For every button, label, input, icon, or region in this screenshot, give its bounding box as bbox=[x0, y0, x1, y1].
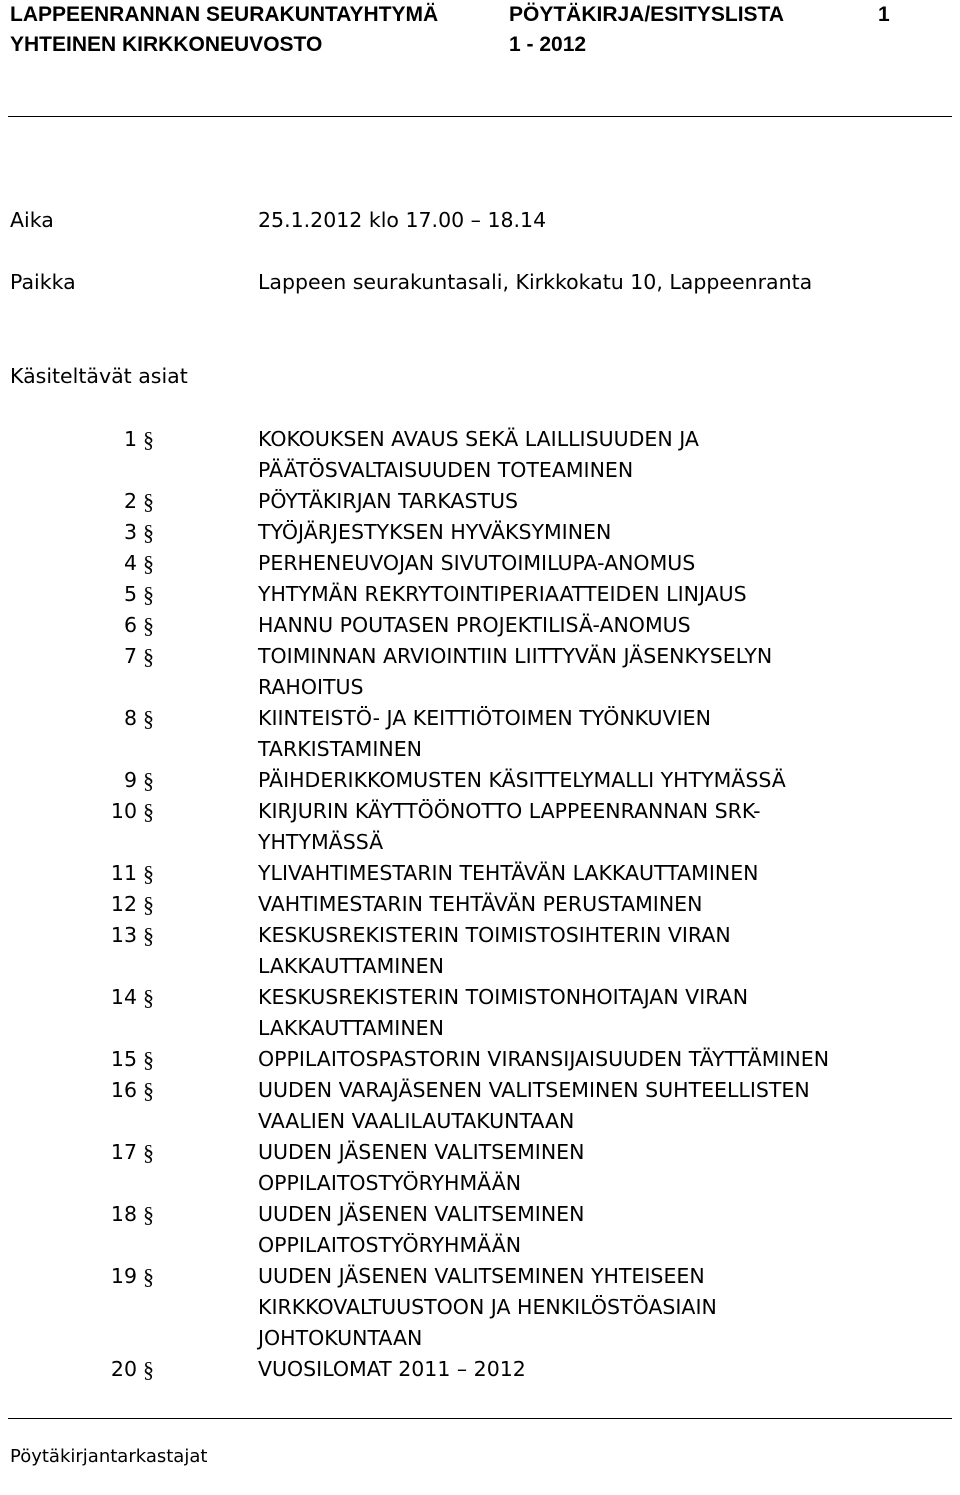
agenda-item bbox=[0, 889, 960, 920]
agenda-item bbox=[0, 641, 960, 703]
agenda-item-title-line: PÄIHDERIKKOMUSTEN KÄSITTELYMALLI YHTYMÄSSÄ bbox=[258, 768, 786, 792]
agenda-item-number: 16 bbox=[110, 1078, 137, 1102]
agenda-item-title-line: LAKKAUTTAMINEN bbox=[258, 954, 444, 978]
agenda-item-title-line: KIRJURIN KÄYTTÖÖNOTTO LAPPEENRANNAN SRK- bbox=[258, 799, 761, 823]
section-symbol: § bbox=[143, 985, 154, 1010]
agenda-item-title bbox=[258, 1261, 958, 1354]
agenda-item-title-line: KOKOUKSEN AVAUS SEKÄ LAILLISUUDEN JA bbox=[258, 427, 699, 451]
section-symbol: § bbox=[143, 551, 154, 576]
agenda-item-number: 8 bbox=[123, 706, 137, 730]
agenda-item bbox=[0, 703, 960, 765]
agenda-item bbox=[0, 486, 960, 517]
place-label: Paikka bbox=[10, 270, 76, 294]
section-symbol: § bbox=[143, 644, 154, 669]
agenda-item bbox=[0, 858, 960, 889]
agenda-item bbox=[0, 1044, 960, 1075]
agenda-item-title-line: LAKKAUTTAMINEN bbox=[258, 1016, 444, 1040]
section-symbol: § bbox=[143, 582, 154, 607]
section-symbol: § bbox=[143, 892, 154, 917]
agenda-item-number: 17 bbox=[110, 1140, 137, 1164]
agenda-item-title-line: VUOSILOMAT 2011 – 2012 bbox=[258, 1357, 526, 1381]
agenda-item-title bbox=[258, 1075, 958, 1137]
agenda-item-title bbox=[258, 548, 958, 579]
agenda-item-title bbox=[258, 889, 958, 920]
section-symbol: § bbox=[143, 427, 154, 452]
section-symbol: § bbox=[143, 861, 154, 886]
agenda-item bbox=[0, 1075, 960, 1137]
agenda-item-number: 3 bbox=[123, 520, 137, 544]
agenda-item-title bbox=[258, 982, 958, 1044]
agenda-item-title-line: KESKUSREKISTERIN TOIMISTONHOITAJAN VIRAN bbox=[258, 985, 749, 1009]
council-name: YHTEINEN KIRKKONEUVOSTO bbox=[10, 33, 323, 56]
agenda-item-title bbox=[258, 517, 958, 548]
section-symbol: § bbox=[143, 489, 154, 514]
organization-name: LAPPEENRANNAN SEURAKUNTAYHTYMÄ bbox=[10, 3, 439, 26]
agenda-item-title bbox=[258, 920, 958, 982]
time-value: 25.1.2012 klo 17.00 – 18.14 bbox=[258, 208, 547, 232]
agenda-item-title-line: OPPILAITOSTYÖRYHMÄÄN bbox=[258, 1233, 522, 1257]
agenda-item-title-line: TARKISTAMINEN bbox=[258, 737, 423, 761]
agenda-item bbox=[0, 424, 960, 486]
document-number: 1 - 2012 bbox=[509, 33, 587, 56]
agenda-item-number: 14 bbox=[110, 985, 137, 1009]
agenda-item-number: 1 bbox=[123, 427, 137, 451]
agenda-item-number: 4 bbox=[123, 551, 137, 575]
agenda-item bbox=[0, 579, 960, 610]
agenda-item bbox=[0, 548, 960, 579]
document-type: PÖYTÄKIRJA/ESITYSLISTA bbox=[509, 3, 784, 26]
agenda-item-title-line: JOHTOKUNTAAN bbox=[258, 1326, 423, 1350]
agenda-item-title-line: UUDEN JÄSENEN VALITSEMINEN bbox=[258, 1140, 585, 1164]
section-symbol: § bbox=[143, 1202, 154, 1227]
section-symbol: § bbox=[143, 799, 154, 824]
agenda-item-title-line: VAALIEN VAALILAUTAKUNTAAN bbox=[258, 1109, 575, 1133]
agenda-item-number: 13 bbox=[110, 923, 137, 947]
agenda-item-title-line: YHTYMÄSSÄ bbox=[258, 830, 384, 854]
section-symbol: § bbox=[143, 1264, 154, 1289]
page-number: 1 bbox=[878, 3, 890, 26]
section-symbol: § bbox=[143, 923, 154, 948]
agenda-item-number: 12 bbox=[110, 892, 137, 916]
time-label: Aika bbox=[10, 208, 54, 232]
agenda-item-title-line: PÖYTÄKIRJAN TARKASTUS bbox=[258, 489, 519, 513]
agenda-list bbox=[0, 424, 960, 1385]
agenda-item-title bbox=[258, 579, 958, 610]
agenda-item-title bbox=[258, 424, 958, 486]
agenda-item bbox=[0, 1199, 960, 1261]
agenda-item-title-line: UUDEN VARAJÄSENEN VALITSEMINEN SUHTEELLISTEN bbox=[258, 1078, 810, 1102]
agenda-item bbox=[0, 1261, 960, 1354]
agenda-heading: Käsiteltävät asiat bbox=[10, 364, 188, 388]
agenda-item-title-line: TYÖJÄRJESTYKSEN HYVÄKSYMINEN bbox=[258, 520, 612, 544]
agenda-item-number: 19 bbox=[110, 1264, 137, 1288]
agenda-item-number: 10 bbox=[110, 799, 137, 823]
agenda-item-title bbox=[258, 486, 958, 517]
agenda-item-title bbox=[258, 796, 958, 858]
agenda-item-title-line: KIINTEISTÖ- JA KEITTIÖTOIMEN TYÖNKUVIEN bbox=[258, 706, 711, 730]
agenda-item-title bbox=[258, 1199, 958, 1261]
section-symbol: § bbox=[143, 1357, 154, 1382]
agenda-item-title-line: TOIMINNAN ARVIOINTIIN LIITTYVÄN JÄSENKYSELYN bbox=[258, 644, 773, 668]
agenda-item bbox=[0, 1354, 960, 1385]
agenda-item-number: 20 bbox=[110, 1357, 137, 1381]
agenda-item bbox=[0, 796, 960, 858]
minutes-checkers-label: Pöytäkirjantarkastajat bbox=[10, 1446, 208, 1467]
agenda-item-title-line: OPPILAITOSPASTORIN VIRANSIJAISUUDEN TÄYTTÄMINEN bbox=[258, 1047, 830, 1071]
agenda-item-title-line: PERHENEUVOJAN SIVUTOIMILUPA-ANOMUS bbox=[258, 551, 696, 575]
agenda-item-title-line: OPPILAITOSTYÖRYHMÄÄN bbox=[258, 1171, 522, 1195]
place-value: Lappeen seurakuntasali, Kirkkokatu 10, Lappeenranta bbox=[258, 270, 813, 294]
agenda-item-title-line: YHTYMÄN REKRYTOINTIPERIAATTEIDEN LINJAUS bbox=[258, 582, 747, 606]
agenda-item bbox=[0, 610, 960, 641]
agenda-item-title-line: UUDEN JÄSENEN VALITSEMINEN bbox=[258, 1202, 585, 1226]
agenda-item-number: 9 bbox=[123, 768, 137, 792]
section-symbol: § bbox=[143, 613, 154, 638]
agenda-item-number: 15 bbox=[110, 1047, 137, 1071]
agenda-item-number: 18 bbox=[110, 1202, 137, 1226]
agenda-item-title-line: RAHOITUS bbox=[258, 675, 364, 699]
agenda-item-title-line: UUDEN JÄSENEN VALITSEMINEN YHTEISEEN bbox=[258, 1264, 705, 1288]
agenda-item-title-line: PÄÄTÖSVALTAISUUDEN TOTEAMINEN bbox=[258, 458, 634, 482]
section-symbol: § bbox=[143, 1047, 154, 1072]
section-symbol: § bbox=[143, 706, 154, 731]
agenda-item bbox=[0, 517, 960, 548]
agenda-item-number: 6 bbox=[123, 613, 137, 637]
header-divider bbox=[8, 116, 952, 117]
agenda-item-title-line: VAHTIMESTARIN TEHTÄVÄN PERUSTAMINEN bbox=[258, 892, 703, 916]
agenda-item-title bbox=[258, 858, 958, 889]
section-symbol: § bbox=[143, 1140, 154, 1165]
agenda-item-title-line: KIRKKOVALTUUSTOON JA HENKILÖSTÖASIAIN bbox=[258, 1295, 717, 1319]
agenda-item-title-line: KESKUSREKISTERIN TOIMISTOSIHTERIN VIRAN bbox=[258, 923, 731, 947]
agenda-item-number: 5 bbox=[123, 582, 137, 606]
agenda-item-title-line: YLIVAHTIMESTARIN TEHTÄVÄN LAKKAUTTAMINEN bbox=[258, 861, 759, 885]
agenda-item-title bbox=[258, 1354, 958, 1385]
agenda-item bbox=[0, 1137, 960, 1199]
agenda-item bbox=[0, 765, 960, 796]
agenda-item-title bbox=[258, 1044, 958, 1075]
section-symbol: § bbox=[143, 1078, 154, 1103]
agenda-item bbox=[0, 982, 960, 1044]
agenda-item-number: 7 bbox=[123, 644, 137, 668]
agenda-item-number: 2 bbox=[123, 489, 137, 513]
agenda-item-title bbox=[258, 1137, 958, 1199]
agenda-item bbox=[0, 920, 960, 982]
section-symbol: § bbox=[143, 768, 154, 793]
footer-divider bbox=[8, 1418, 952, 1419]
agenda-item-title bbox=[258, 765, 958, 796]
section-symbol: § bbox=[143, 520, 154, 545]
agenda-item-title bbox=[258, 703, 958, 765]
agenda-item-title-line: HANNU POUTASEN PROJEKTILISÄ-ANOMUS bbox=[258, 613, 691, 637]
agenda-item-number: 11 bbox=[110, 861, 137, 885]
agenda-item-title bbox=[258, 610, 958, 641]
agenda-item-title bbox=[258, 641, 958, 703]
